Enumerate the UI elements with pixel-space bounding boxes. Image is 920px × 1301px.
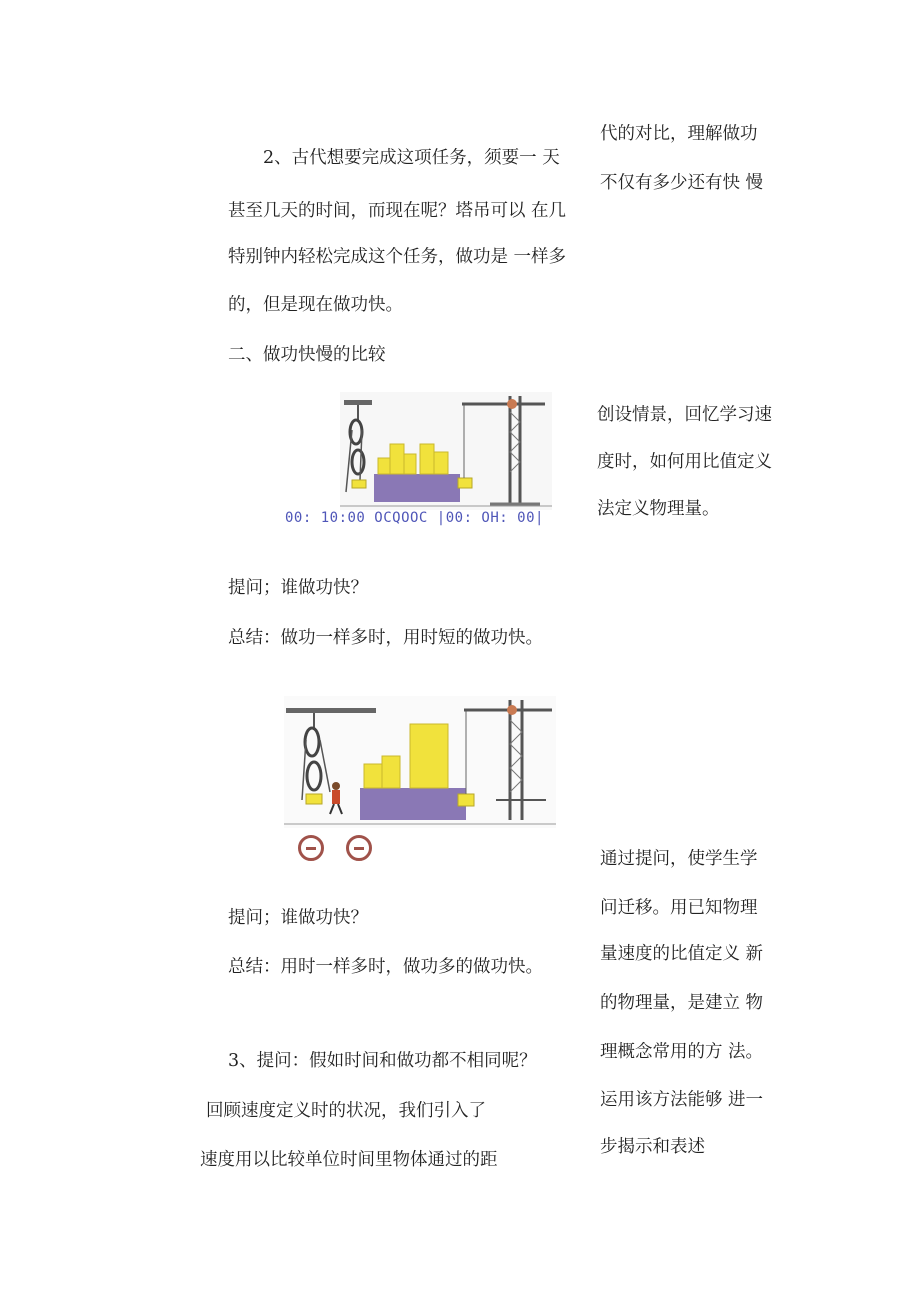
- paragraph-line: 速度用以比较单位时间里物体通过的距: [200, 1150, 498, 1170]
- side-note-line: 代的对比，理解做功: [600, 124, 758, 144]
- summary-text: 总结：做功一样多时，用时短的做功快。: [228, 628, 543, 648]
- question-text: 提问；谁做功快？: [228, 578, 368, 598]
- pulley-crane-figure-2: [284, 696, 556, 828]
- paragraph-line: 3、提问：假如时间和做功都不相同呢？: [228, 1051, 537, 1071]
- side-note-line: 通过提问，使学生学: [600, 849, 758, 869]
- question-text: 提问；谁做功快？: [228, 908, 368, 928]
- paragraph-line: 回顾速度定义时的状况，我们引入了: [206, 1101, 486, 1121]
- paragraph-line: 2、古代想要完成这项任务，须要一 天: [263, 148, 560, 168]
- side-note-line: 法定义物理量。: [597, 499, 720, 519]
- pulley-crane-figure: [340, 392, 552, 510]
- minus-circle-icon: [346, 835, 372, 861]
- summary-text: 总结：用时一样多时，做功多的做功快。: [228, 957, 543, 977]
- paragraph-line: 甚至几天的时间，而现在呢？塔吊可以 在几: [228, 201, 567, 221]
- section-heading: 二、做功快慢的比较: [228, 345, 386, 365]
- timer-readout: 00: 10:00 OCQOOC |00: OH: 00|: [285, 510, 544, 526]
- side-note-line: 度时，如何用比值定义: [597, 452, 772, 472]
- paragraph-line: 的，但是现在做功快。: [228, 295, 403, 315]
- paragraph-line: 特别钟内轻松完成这个任务，做功是 一样多: [228, 247, 567, 267]
- side-note-line: 量速度的比值定义 新: [600, 944, 764, 964]
- side-note-line: 运用该方法能够 进一: [600, 1090, 764, 1110]
- side-note-line: 问迁移。用已知物理: [600, 898, 758, 918]
- side-note-line: 不仅有多少还有快 慢: [600, 173, 764, 193]
- side-note-line: 创设情景，回忆学习速: [597, 405, 772, 425]
- side-note-line: 的物理量，是建立 物: [600, 993, 764, 1013]
- side-note-line: 理概念常用的方 法。: [600, 1042, 764, 1062]
- minus-circle-icon: [298, 835, 324, 861]
- side-note-line: 步揭示和表述: [600, 1137, 705, 1157]
